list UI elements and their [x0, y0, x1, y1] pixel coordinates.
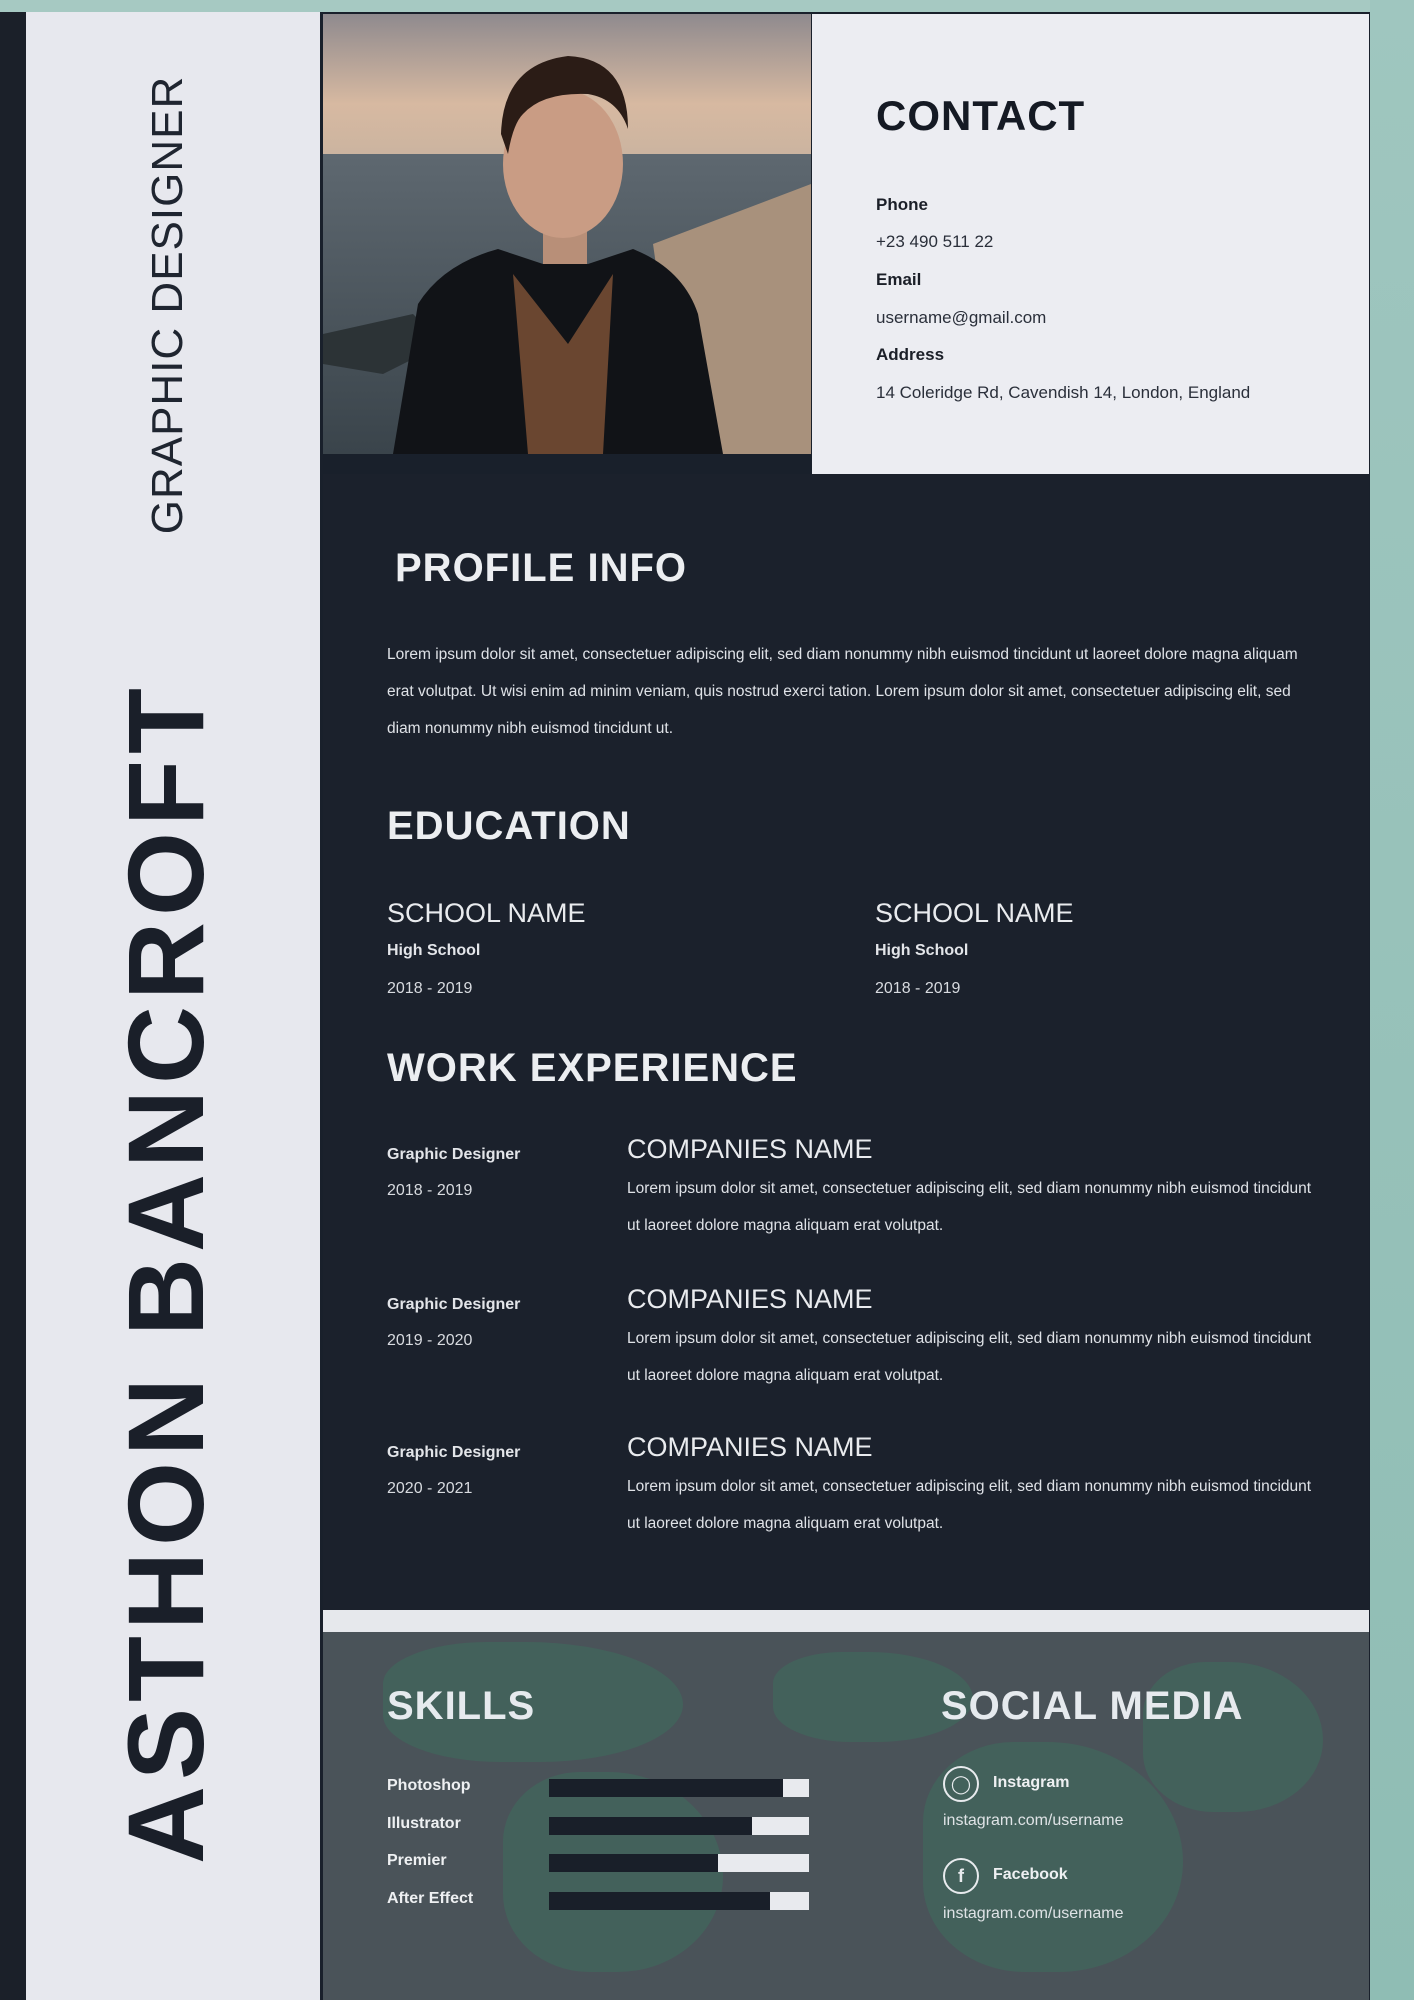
skills-social-section — [323, 1632, 1369, 2000]
work-item — [387, 1284, 1347, 1436]
left-edge-strip — [0, 12, 26, 2000]
skill-bar — [549, 1892, 809, 1910]
email-value: username@gmail.com — [876, 308, 1047, 327]
company-name: COMPANIES NAME — [627, 1134, 873, 1164]
phone-value: +23 490 511 22 — [876, 232, 994, 251]
job-role: Graphic Designer — [387, 1296, 521, 1313]
section-divider — [323, 1610, 1369, 1632]
social-url[interactable]: instagram.com/username — [943, 1905, 1124, 1922]
school-years: 2018 - 2019 — [387, 980, 473, 997]
skill-label: After Effect — [387, 1890, 474, 1907]
background-right — [1370, 0, 1414, 2000]
skill-bar — [549, 1817, 809, 1835]
school-years: 2018 - 2019 — [875, 980, 961, 997]
job-years: 2018 - 2019 — [387, 1182, 473, 1199]
contact-heading: CONTACT — [876, 92, 1086, 139]
skill-bar-fill — [549, 1817, 752, 1835]
job-description: Lorem ipsum dolor sit amet, consectetuer adipiscing elit, sed diam nonummy nibh euismod tincidunt ut laoreet dolore magna aliquam erat volutpat. — [627, 1180, 1312, 1234]
work-heading: WORK EXPERIENCE — [387, 1046, 798, 1090]
social-name: Facebook — [993, 1866, 1068, 1883]
school-name: SCHOOL NAME — [387, 898, 586, 928]
skill-bar-fill — [549, 1779, 783, 1797]
job-years: 2020 - 2021 — [387, 1480, 473, 1497]
skill-bar-fill — [549, 1892, 770, 1910]
skill-bar — [549, 1779, 809, 1797]
school-name: SCHOOL NAME — [875, 898, 1074, 928]
social-heading: SOCIAL MEDIA — [941, 1684, 1244, 1728]
skill-label: Premier — [387, 1852, 447, 1869]
skill-label: Photoshop — [387, 1777, 471, 1794]
contact-section — [812, 14, 1369, 474]
address-label: Address — [876, 345, 945, 364]
skills-heading: SKILLS — [387, 1684, 536, 1728]
instagram-icon[interactable]: ◯ — [943, 1766, 979, 1802]
portrait-image — [323, 14, 811, 454]
job-years: 2019 - 2020 — [387, 1332, 473, 1349]
phone-label: Phone — [876, 195, 928, 214]
work-item — [387, 1432, 1347, 1584]
education-heading: EDUCATION — [387, 804, 631, 848]
work-item — [387, 1134, 1347, 1286]
profile-heading: PROFILE INFO — [395, 546, 687, 590]
facebook-icon[interactable]: f — [943, 1858, 979, 1894]
job-title: GRAPHIC DESIGNER — [143, 75, 192, 535]
skill-bar — [549, 1854, 809, 1872]
company-name: COMPANIES NAME — [627, 1432, 873, 1462]
school-level: High School — [387, 942, 481, 959]
address-value: 14 Coleridge Rd, Cavendish 14, London, England — [876, 383, 1251, 402]
skill-label: Illustrator — [387, 1815, 461, 1832]
email-label: Email — [876, 270, 922, 289]
job-description: Lorem ipsum dolor sit amet, consectetuer adipiscing elit, sed diam nonummy nibh euismod tincidunt ut laoreet dolore magna aliquam erat volutpat. — [627, 1330, 1312, 1384]
main-content — [323, 474, 1369, 1610]
job-role: Graphic Designer — [387, 1146, 521, 1163]
company-name: COMPANIES NAME — [627, 1284, 873, 1314]
social-url[interactable]: instagram.com/username — [943, 1812, 1124, 1829]
portrait-photo — [323, 14, 811, 454]
map-decoration — [503, 1772, 723, 1972]
skill-bar-fill — [549, 1854, 718, 1872]
job-role: Graphic Designer — [387, 1444, 521, 1461]
profile-text: Lorem ipsum dolor sit amet, consectetuer adipiscing elit, sed diam nonummy nibh euismod tincidunt ut laoreet dolore magna aliquam erat volutpat. Ut wisi enim ad minim veniam, quis nostrud exerci tation. Lorem ipsum dolor sit amet, consectetuer adipiscing elit, sed diam nonummy nibh euismod tincidunt ut. — [387, 646, 1298, 737]
job-description: Lorem ipsum dolor sit amet, consectetuer adipiscing elit, sed diam nonummy nibh euismod tincidunt ut laoreet dolore magna aliquam erat volutpat. — [627, 1478, 1312, 1532]
full-name: ASTHON BANCROFT — [105, 682, 226, 1864]
school-level: High School — [875, 942, 969, 959]
social-name: Instagram — [993, 1774, 1070, 1791]
